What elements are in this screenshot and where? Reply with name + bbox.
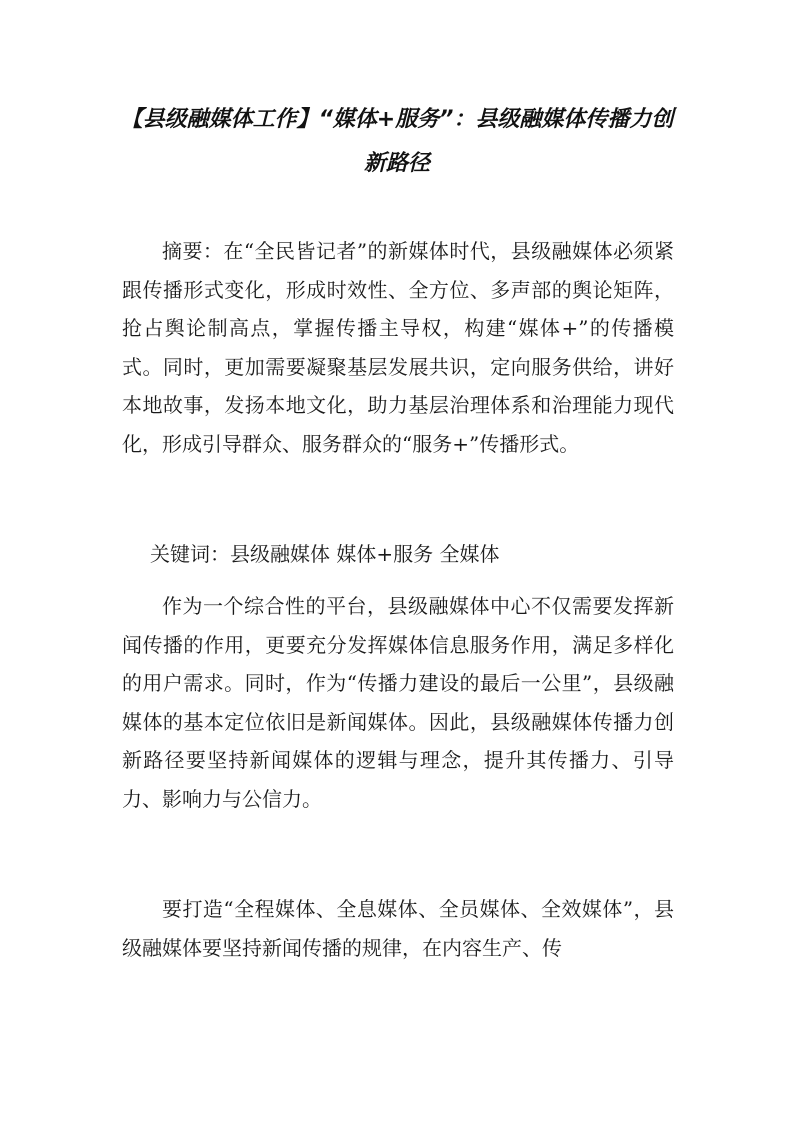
body-paragraph: 要打造“全程媒体、全息媒体、全员媒体、全效媒体”，县级融媒体要坚持新闻传播的规律，在内容生产、传 [122, 897, 674, 960]
keywords-line: 关键词：县级融媒体 媒体+服务 全媒体 [150, 542, 500, 566]
document-title: 【县级融媒体工作】“媒体+服务”：县级融媒体传播力创新路径 [120, 107, 674, 176]
body-paragraph: 作为一个综合性的平台，县级融媒体中心不仅需要发挥新闻传播的作用，更要充分发挥媒体信息服务作用，满足多样化的用户需求。同时，作为“传播力建设的最后一公里”，县级融媒体的基本定位依旧是新闻媒体。因此，县级融媒体传播力创新路径要坚持新闻媒体的逻辑与理念，提升其传播力、引导力、影响力与公信力。 [122, 594, 674, 811]
abstract-paragraph: 摘要：在“全民皆记者”的新媒体时代，县级融媒体必须紧跟传播形式变化，形成时效性、全方位、多声部的舆论矩阵，抢占舆论制高点，掌握传播主导权，构建“媒体+”的传播模式。同时，更加需要凝聚基层发展共识，定向服务供给，讲好本地故事，发扬本地文化，助力基层治理体系和治理能力现代化，形成引导群众、服务群众的“服务+”传播形式。 [122, 239, 674, 456]
